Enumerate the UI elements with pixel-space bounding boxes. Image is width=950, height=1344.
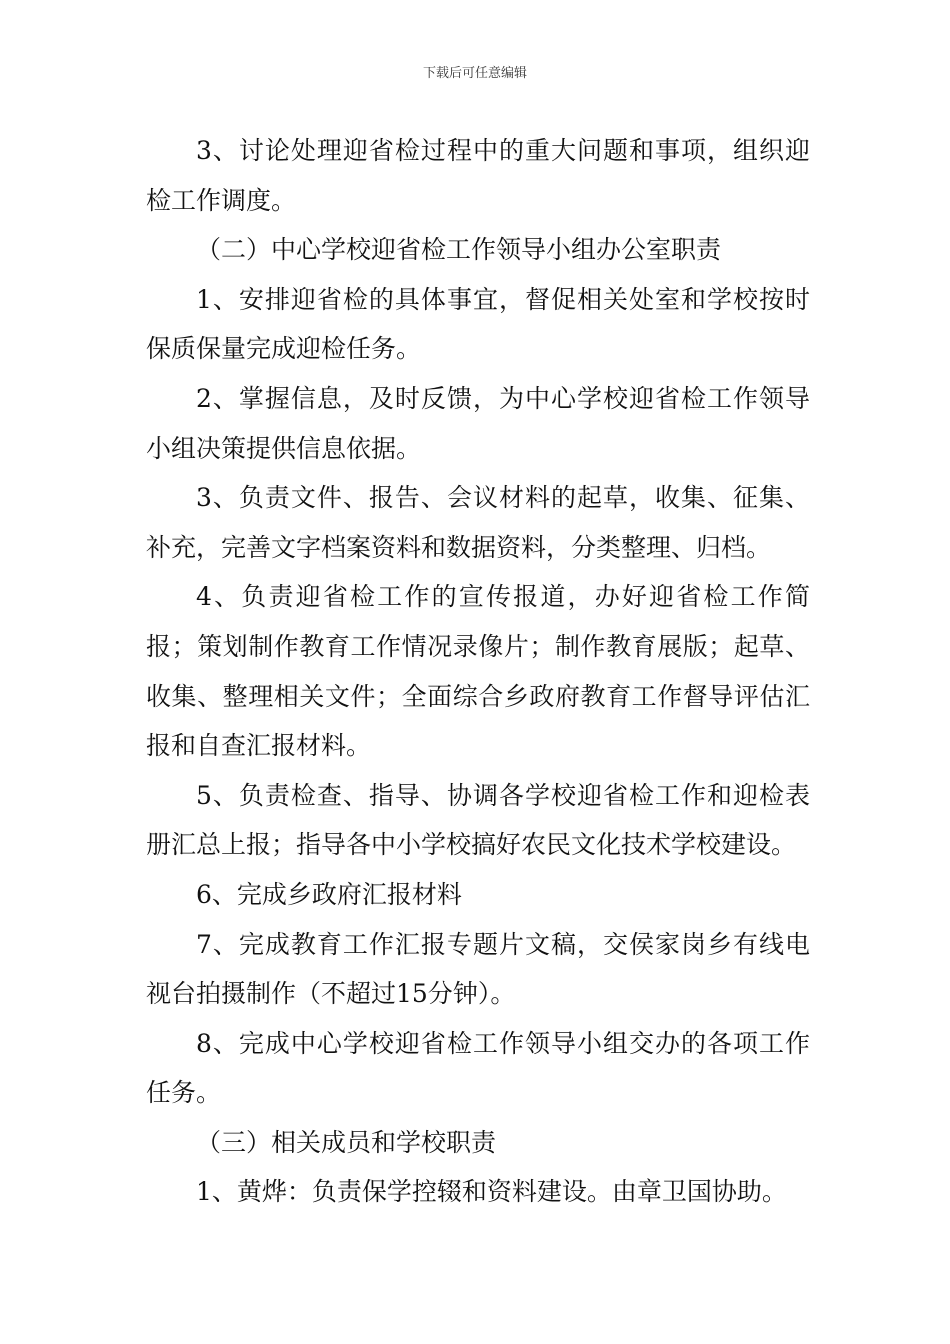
section-heading-member-duties: （三）相关成员和学校职责 <box>196 1127 497 1157</box>
paragraph-item-4-publicity: 4、负责迎省检工作的宣传报道，办好迎省检工作简报；策划制作教育工作情况录像片；制作教育展版；起草、收集、整理相关文件；全面综合乡政府教育工作督导评估汇报和自查汇报材料。 <box>146 582 810 761</box>
page-header-note: 下载后可任意编辑 <box>422 66 527 81</box>
paragraph-item-1-arrange: 1、安排迎省检的具体事宜，督促相关处室和学校按时保质保量完成迎检任务。 <box>146 284 810 364</box>
paragraph-item-1-huangye: 1、黄烨：负责保学控辍和资料建设。由章卫国协助。 <box>196 1177 787 1207</box>
paragraph-item-7-video: 7、完成教育工作汇报专题片文稿，交侯家岗乡有线电视台拍摄制作（不超过15分钟）。 <box>146 929 810 1009</box>
paragraph-item-2-information: 2、掌握信息，及时反馈，为中心学校迎省检工作领导小组决策提供信息依据。 <box>146 383 810 463</box>
paragraph-item-6-report: 6、完成乡政府汇报材料 <box>196 879 462 909</box>
paragraph-item-3-discuss: 3、讨论处理迎省检过程中的重大问题和事项，组织迎检工作调度。 <box>146 136 810 215</box>
document-body <box>146 126 810 1217</box>
paragraph-item-3-documents: 3、负责文件、报告、会议材料的起草，收集、征集、补充，完善文字档案资料和数据资料，分类整理、归档。 <box>146 483 810 562</box>
section-heading-office-duties: （二）中心学校迎省检工作领导小组办公室职责 <box>196 235 722 265</box>
paragraph-item-8-tasks: 8、完成中心学校迎省检工作领导小组交办的各项工作任务。 <box>146 1028 810 1108</box>
paragraph-item-5-inspection: 5、负责检查、指导、协调各学校迎省检工作和迎检表册汇总上报；指导各中小学校搞好农民文化技术学校建设。 <box>146 780 810 860</box>
